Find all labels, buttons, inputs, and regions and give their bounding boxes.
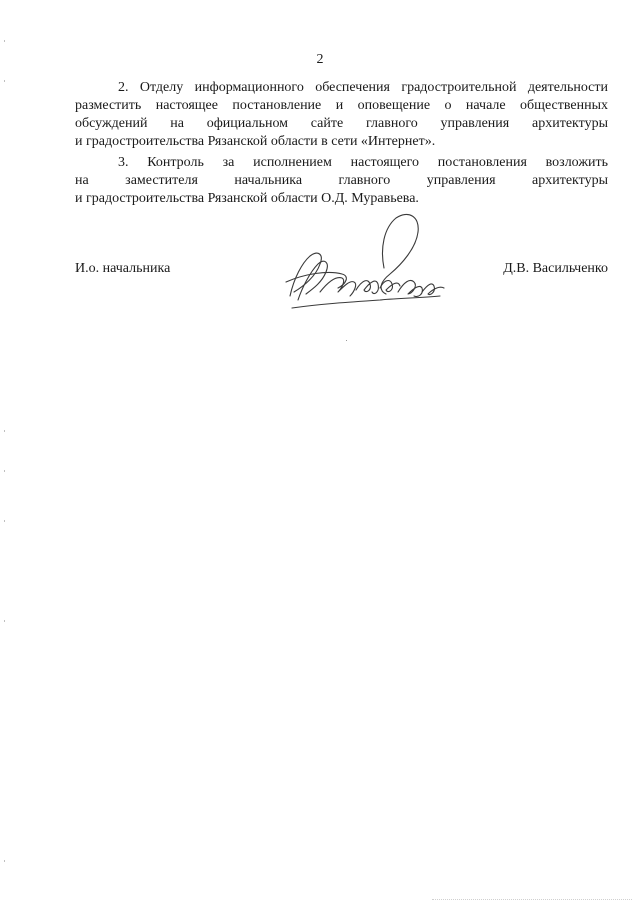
signatory-position-title: И.о. начальника — [75, 261, 171, 276]
signer-name: Д.В. Васильченко — [503, 261, 608, 276]
paragraph-2-line-4: и градостроительства Рязанской области в сети «Интернет». — [75, 134, 436, 149]
left-margin-scan-marks — [4, 0, 6, 905]
paragraph-3-line-3: и градостроительства Рязанской области О.Д. Муравьева. — [75, 191, 419, 206]
page-number: 2 — [316, 52, 324, 67]
bottom-scan-edge — [432, 899, 632, 901]
scan-speck — [346, 340, 347, 341]
paragraph-2-line-1: 2. Отделу информационного обеспечения градостроительной деятельности — [118, 80, 608, 95]
paragraph-2-line-3: обсуждений на официальном сайте главного управления архитектуры — [75, 116, 608, 131]
paragraph-3-line-2: на заместителя начальника главного управления архитектуры — [75, 173, 608, 188]
paragraph-3-line-1: 3. Контроль за исполнением настоящего постановления возложить — [118, 155, 608, 170]
paragraph-2-line-2: разместить настоящее постановление и оповещение о начале общественных — [75, 98, 608, 113]
